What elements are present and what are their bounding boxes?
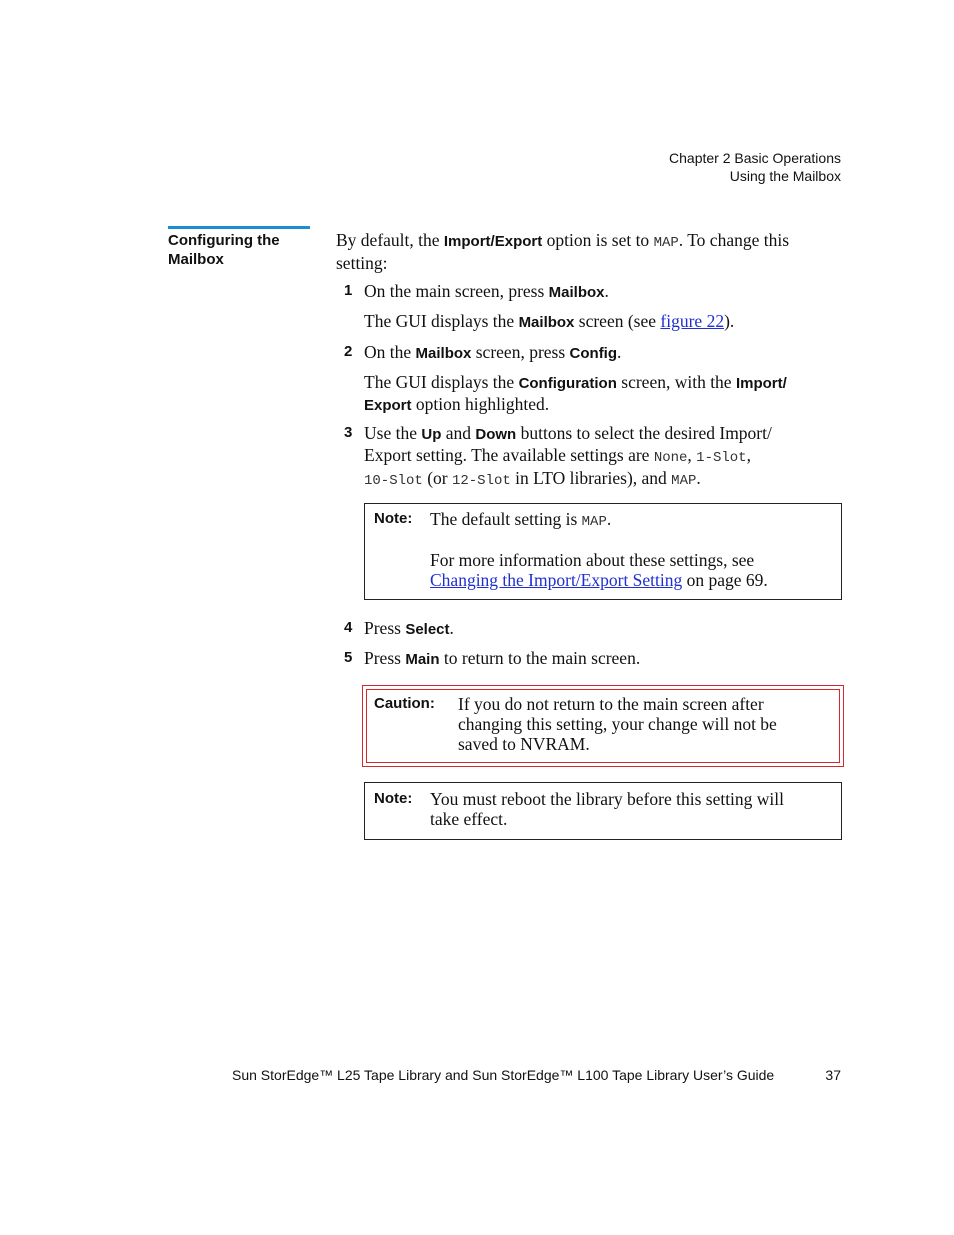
header-chapter: Chapter 2 Basic Operations: [669, 150, 841, 166]
section-heading-line2: Mailbox: [168, 251, 224, 268]
intro-paragraph: By default, the Import/Export option is set to MAP. To change this setting:: [336, 230, 790, 273]
running-header: [669, 149, 841, 185]
section-heading-line1: Configuring the: [168, 232, 280, 249]
caution-label: Caution:: [374, 695, 435, 712]
step-2-text: On the Mailbox screen, press Config.: [364, 342, 622, 362]
step-5-text: Press Main to return to the main screen.: [364, 648, 641, 668]
note-more-info: For more information about these settings, see Changing the Import/Export Setting on page 69.: [430, 550, 768, 590]
step-1-number: 1: [344, 282, 353, 299]
step-4-number: 4: [344, 619, 353, 636]
step-1-result: The GUI displays the Mailbox screen (see figure 22).: [364, 311, 735, 331]
header-section: Using the Mailbox: [729, 168, 841, 184]
figure-22-link[interactable]: figure 22: [660, 311, 725, 331]
step-5-number: 5: [344, 649, 353, 666]
step-4-text: Press Select.: [364, 618, 454, 638]
note-text: The default setting is MAP.: [430, 509, 612, 530]
page-number: 37: [825, 1067, 841, 1083]
section-heading: [168, 231, 318, 269]
note-box-reboot: [364, 782, 842, 840]
note-label: Note:: [374, 510, 413, 527]
note-box-default-setting: [364, 503, 842, 600]
note-text: You must reboot the library before this setting will take effect.: [430, 789, 785, 829]
step-2-number: 2: [344, 343, 353, 360]
step-3-number: 3: [344, 424, 353, 441]
caution-box: [362, 685, 844, 767]
caution-text: If you do not return to the main screen after changing this setting, your change will not be saved to NVRAM.: [458, 694, 777, 754]
step-1-text: On the main screen, press Mailbox.: [364, 281, 609, 301]
note-label: Note:: [374, 790, 413, 807]
section-rule: [168, 226, 310, 229]
changing-import-export-link[interactable]: Changing the Import/Export Setting: [430, 570, 683, 590]
footer-title: Sun StorEdge™ L25 Tape Library and Sun StorEdge™ L100 Tape Library User’s Guide: [232, 1067, 775, 1083]
step-3-text: Use the Up and Down buttons to select the desired Import/ Export setting. The available settings are None, 1-Slot, 10-Slot (or 12-Slot in LTO libraries), and MAP.: [364, 423, 772, 489]
step-2-result: The GUI displays the Configuration screen, with the Import/ Export option highlighted.: [364, 372, 787, 414]
